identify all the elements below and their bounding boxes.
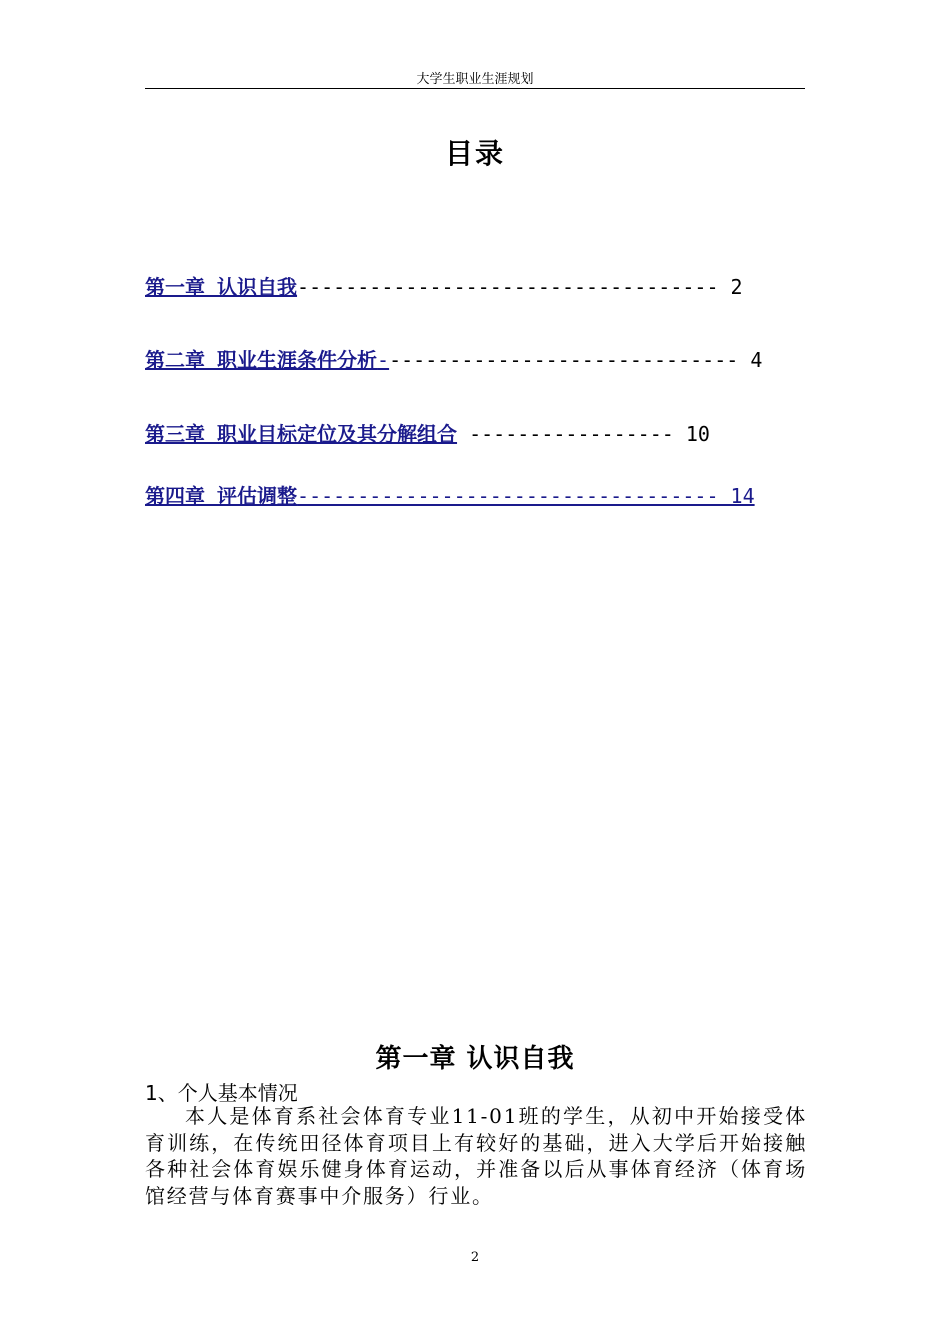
- toc-page-number: 2: [730, 275, 743, 299]
- toc-link-chapter-4[interactable]: [145, 484, 755, 508]
- toc-entry-chapter-3[interactable]: [145, 422, 710, 446]
- toc-label: 第三章 职业目标定位及其分解组合: [145, 422, 458, 446]
- toc-page-number: 4: [750, 348, 763, 372]
- section-heading: 1、个人基本情况: [145, 1081, 298, 1105]
- toc-entry-chapter-1[interactable]: [145, 275, 743, 299]
- toc-leader: -----------------------------: [389, 348, 739, 372]
- toc-linked-leader: -: [377, 348, 390, 372]
- toc-entry-chapter-4[interactable]: [145, 484, 755, 508]
- toc-page-number: 10: [685, 422, 710, 446]
- chapter-title: 第一章 认识自我: [375, 1044, 575, 1074]
- toc-label: 第一章 认识自我: [145, 275, 298, 299]
- body-paragraph: 本人是体育系社会体育专业11-01班的学生，从初中开始接受体育训练，在传统田径体育项目上有较好的基础，进入大学后开始接触各种社会体育娱乐健身体育运动，并准备以后从事体育经济（体育场馆经营与体育赛事中介服务）行业。: [145, 1104, 807, 1208]
- toc-label: 第二章 职业生涯条件分析: [145, 348, 378, 372]
- toc-link-chapter-3[interactable]: [145, 422, 457, 446]
- toc-link-chapter-2[interactable]: [145, 348, 389, 372]
- toc-entry-chapter-2[interactable]: [145, 348, 762, 372]
- toc-label: 第四章 评估调整: [145, 484, 298, 508]
- toc-title: 目录: [444, 137, 505, 170]
- toc-link-chapter-1[interactable]: [145, 275, 297, 299]
- toc-leader: -----------------: [457, 422, 674, 446]
- toc-leader: -----------------------------------: [297, 275, 719, 299]
- toc-linked-leader-and-page: ----------------------------------- 14: [297, 484, 755, 508]
- page-number: 2: [470, 1250, 480, 1265]
- header-rule: [145, 88, 805, 89]
- running-header: 大学生职业生涯规划: [416, 72, 534, 87]
